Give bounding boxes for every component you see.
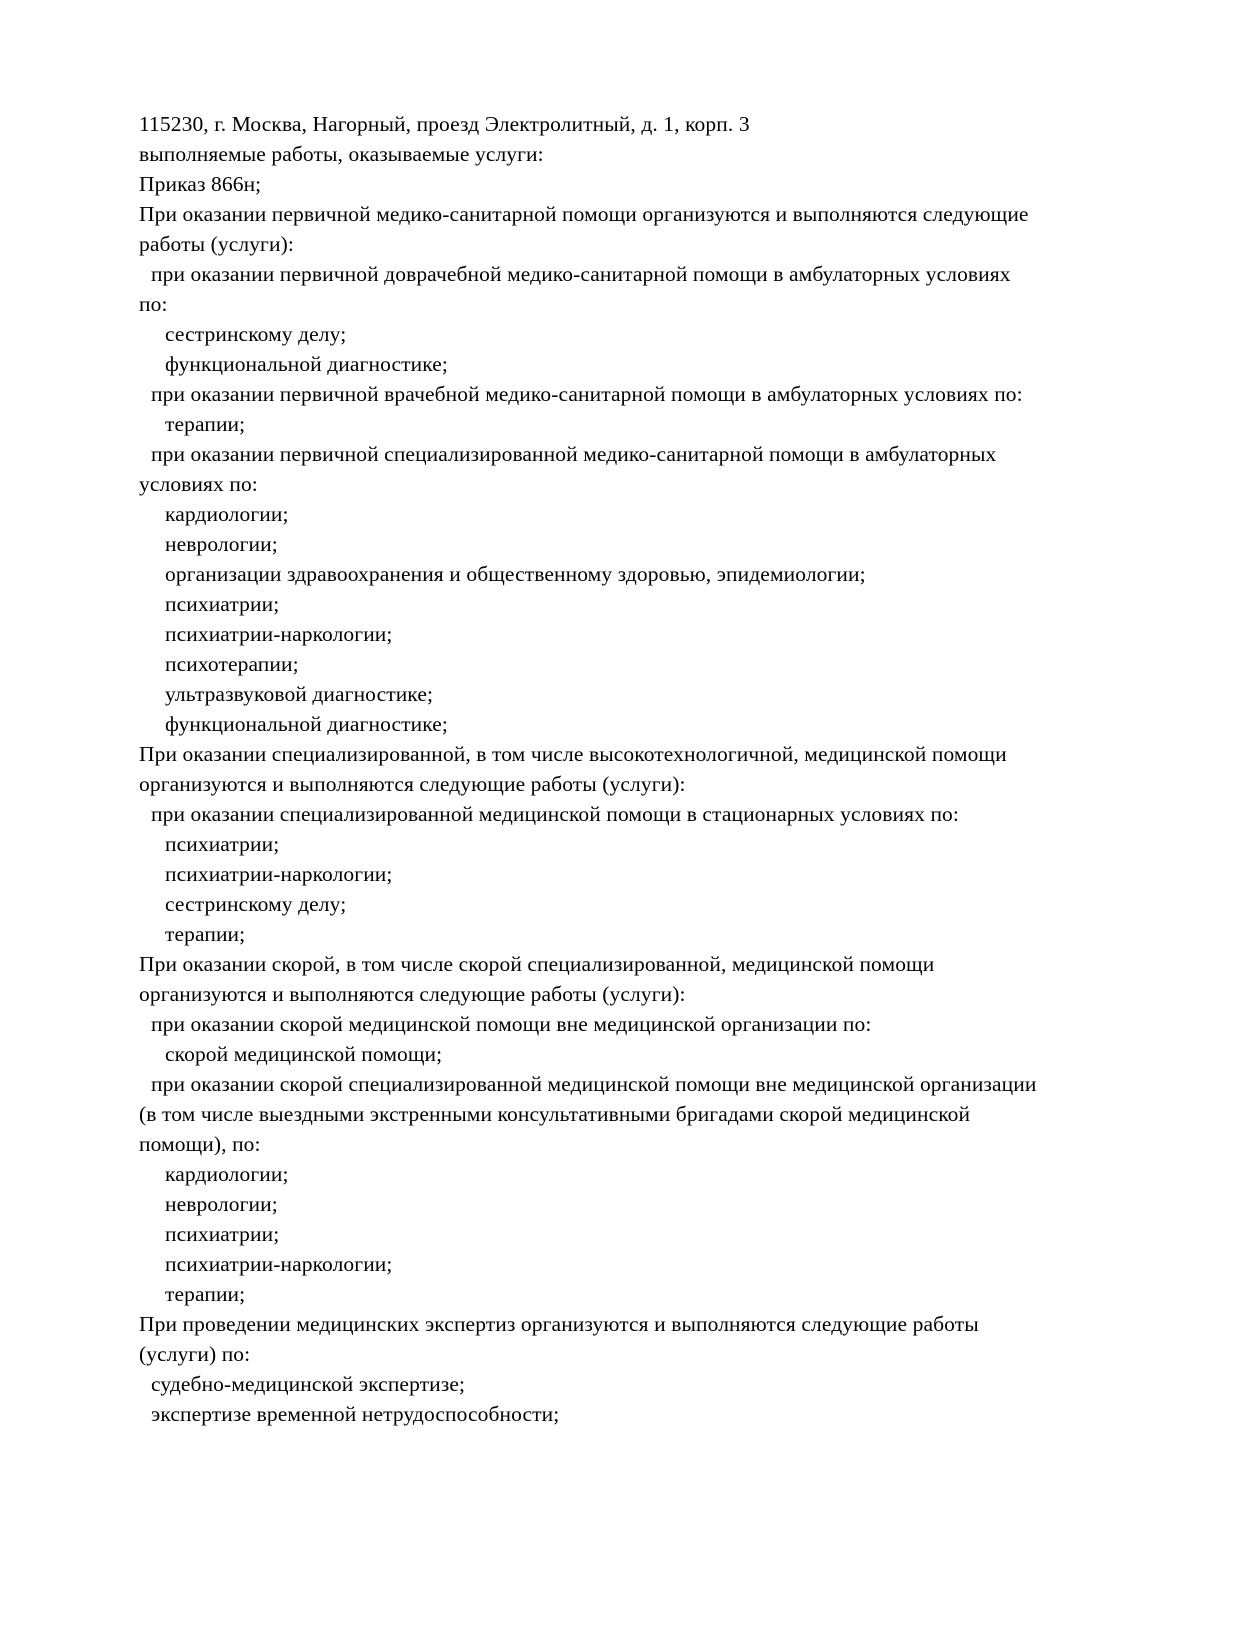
text-line: психиатрии-наркологии; <box>165 1252 393 1276</box>
text-line: неврологии; <box>165 532 278 556</box>
text-line: работы (услуги): <box>139 232 294 256</box>
text-line: психотерапии; <box>165 652 299 676</box>
text-line: сестринскому делу; <box>165 892 347 916</box>
text-line: функциональной диагностике; <box>165 352 448 376</box>
text-line: При оказании специализированной, в том числе высокотехнологичной, медицинской помощи <box>139 742 1007 766</box>
text-line: условиях по: <box>139 472 258 496</box>
text-line: кардиологии; <box>165 1162 289 1186</box>
text-line: при оказании первичной специализированной медико-санитарной помощи в амбулаторных <box>151 442 997 466</box>
text-line: психиатрии; <box>165 1222 280 1246</box>
text-line: организуются и выполняются следующие работы (услуги): <box>139 982 686 1006</box>
license-works-text <box>139 109 1149 1429</box>
text-line: функциональной диагностике; <box>165 712 448 736</box>
text-line: экспертизе временной нетрудоспособности; <box>151 1402 560 1426</box>
text-line: (услуги) по: <box>139 1342 251 1366</box>
text-line: терапии; <box>165 412 246 436</box>
text-line: сестринскому делу; <box>165 322 347 346</box>
text-line: судебно-медицинской экспертизе; <box>151 1372 466 1396</box>
text-line: Приказ 866н; <box>139 172 262 196</box>
text-line: организуются и выполняются следующие работы (услуги): <box>139 772 686 796</box>
text-line: (в том числе выездными экстренными консультативными бригадами скорой медицинской <box>139 1102 971 1126</box>
text-line: неврологии; <box>165 1192 278 1216</box>
text-line: кардиологии; <box>165 502 289 526</box>
text-line: терапии; <box>165 1282 246 1306</box>
text-line: при оказании скорой медицинской помощи вне медицинской организации по: <box>151 1012 872 1036</box>
text-line: При оказании скорой, в том числе скорой специализированной, медицинской помощи <box>139 952 935 976</box>
text-line: помощи), по: <box>139 1132 261 1156</box>
text-line: при оказании скорой специализированной медицинской помощи вне медицинской организации <box>151 1072 1037 1096</box>
text-line: 115230, г. Москва, Нагорный, проезд Электролитный, д. 1, корп. 3 <box>139 112 750 136</box>
text-line: При проведении медицинских экспертиз организуются и выполняются следующие работы <box>139 1312 979 1336</box>
text-line: организации здравоохранения и общественному здоровью, эпидемиологии; <box>165 562 866 586</box>
text-line: психиатрии-наркологии; <box>165 862 393 886</box>
text-line: при оказании первичной доврачебной медико-санитарной помощи в амбулаторных условиях <box>151 262 1011 286</box>
text-line: ультразвуковой диагностике; <box>165 682 434 706</box>
text-line: при оказании первичной врачебной медико-санитарной помощи в амбулаторных условиях по: <box>151 382 1023 406</box>
text-line: выполняемые работы, оказываемые услуги: <box>139 142 544 166</box>
text-line: скорой медицинской помощи; <box>165 1042 443 1066</box>
text-line: При оказании первичной медико-санитарной помощи организуются и выполняются следующие <box>139 202 1029 226</box>
text-line: психиатрии; <box>165 832 280 856</box>
text-line: психиатрии-наркологии; <box>165 622 393 646</box>
text-line: психиатрии; <box>165 592 280 616</box>
text-line: при оказании специализированной медицинской помощи в стационарных условиях по: <box>151 802 959 826</box>
text-line: по: <box>139 292 168 316</box>
text-line: терапии; <box>165 922 246 946</box>
